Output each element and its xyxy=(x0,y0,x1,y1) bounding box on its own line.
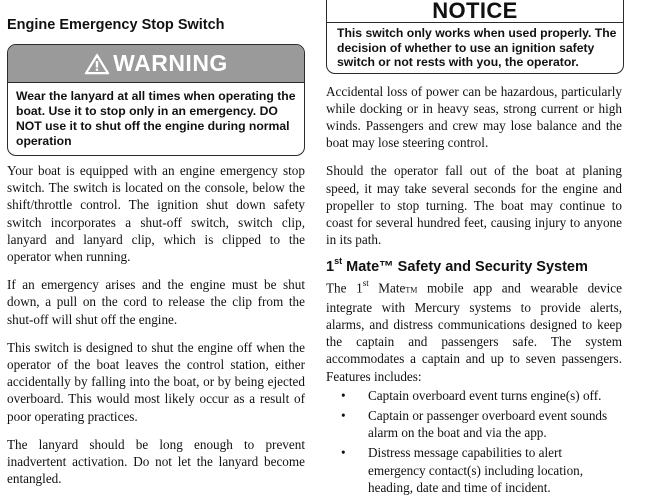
paragraph: Your boat is equipped with an engine emergency stop switch. The switch is located on the console, below the shift/throttle control. The ignition shut down safety switch incorporates a shut-off switch, switch clip, lanyard and lanyard clip, which is clipped to the operator when running. xyxy=(7,163,305,265)
notice-box xyxy=(326,0,624,74)
warning-triangle-icon xyxy=(84,53,110,75)
features-list xyxy=(326,387,622,496)
left-column xyxy=(7,16,305,487)
bullet-icon: • xyxy=(341,387,346,403)
section-intro xyxy=(326,276,622,385)
feature-text: Captain overboard event turns engine(s) off. xyxy=(368,387,602,403)
paragraph: Should the operator fall out of the boat at planing speed, it may take several seconds for the engine and propeller to stop turning. The boat may continue to coast for several hundred feet, causing injury to anyone in its path. xyxy=(326,163,622,248)
feature-text: Captain or passenger overboard event sounds alarm on the boat and via the app. xyxy=(368,407,608,441)
bullet-icon: • xyxy=(341,407,346,423)
paragraph: If an emergency arises and the engine must be shut down, a pull on the cord to release the clip from the shut-off will shut off the engine. xyxy=(7,277,305,327)
notice-text: This switch only works when used properly. The decision of whether to use an ignition safety switch or not rests with you, the operator. xyxy=(337,26,617,69)
intro-sup: st xyxy=(362,278,369,289)
warning-header xyxy=(8,45,304,83)
intro-b: Mate xyxy=(368,280,406,296)
notice-header xyxy=(327,0,623,23)
intro-c: mobile app and wearable device integrate with Mercury systems to provide alerts, alarms, and distress communications designed to keep the captain and passengers safe. The system accommodates a captain and up to seven passengers. Features includes: xyxy=(326,280,622,384)
paragraph: The lanyard should be long enough to prevent inadvertent activation. Do not let the lanyard become entangled. xyxy=(7,436,305,487)
right-column xyxy=(326,0,622,499)
intro-a: The 1 xyxy=(326,280,363,296)
trademark-mark: TM xyxy=(405,285,418,295)
notice-title: NOTICE xyxy=(432,0,518,23)
warning-text: Wear the lanyard at all times when operating the boat. Use it to stop only in an emergency. DO NOT use it to shut off the engine during normal operation xyxy=(16,89,296,148)
list-item xyxy=(326,444,622,496)
list-item xyxy=(326,407,622,441)
list-item xyxy=(326,387,622,404)
section-title xyxy=(326,253,622,276)
title-sup: st xyxy=(334,256,343,267)
feature-text: Distress message capabilities to alert emergency contact(s) including location, heading, date and time of incident. xyxy=(368,445,584,495)
bullet-icon: • xyxy=(341,445,346,461)
warning-title: WARNING xyxy=(113,50,228,76)
section-heading: Engine Emergency Stop Switch xyxy=(7,17,225,33)
paragraph: Accidental loss of power can be hazardous, particularly while docking or in heavy seas, strong current or high winds. Passengers and crew may lose balance and the boat may lose steering control. xyxy=(326,83,622,151)
warning-box xyxy=(7,44,305,156)
paragraph: This switch is designed to shut the engine off when the operator of the boat leaves the control station, either accidentally by falling into the boat, or by being ejected overboard. This would most likely occur as a result of poor operating practices. xyxy=(7,339,305,424)
title-prefix: 1 xyxy=(326,259,335,276)
title-rest: Mate™ Safety and Security System xyxy=(342,259,588,276)
